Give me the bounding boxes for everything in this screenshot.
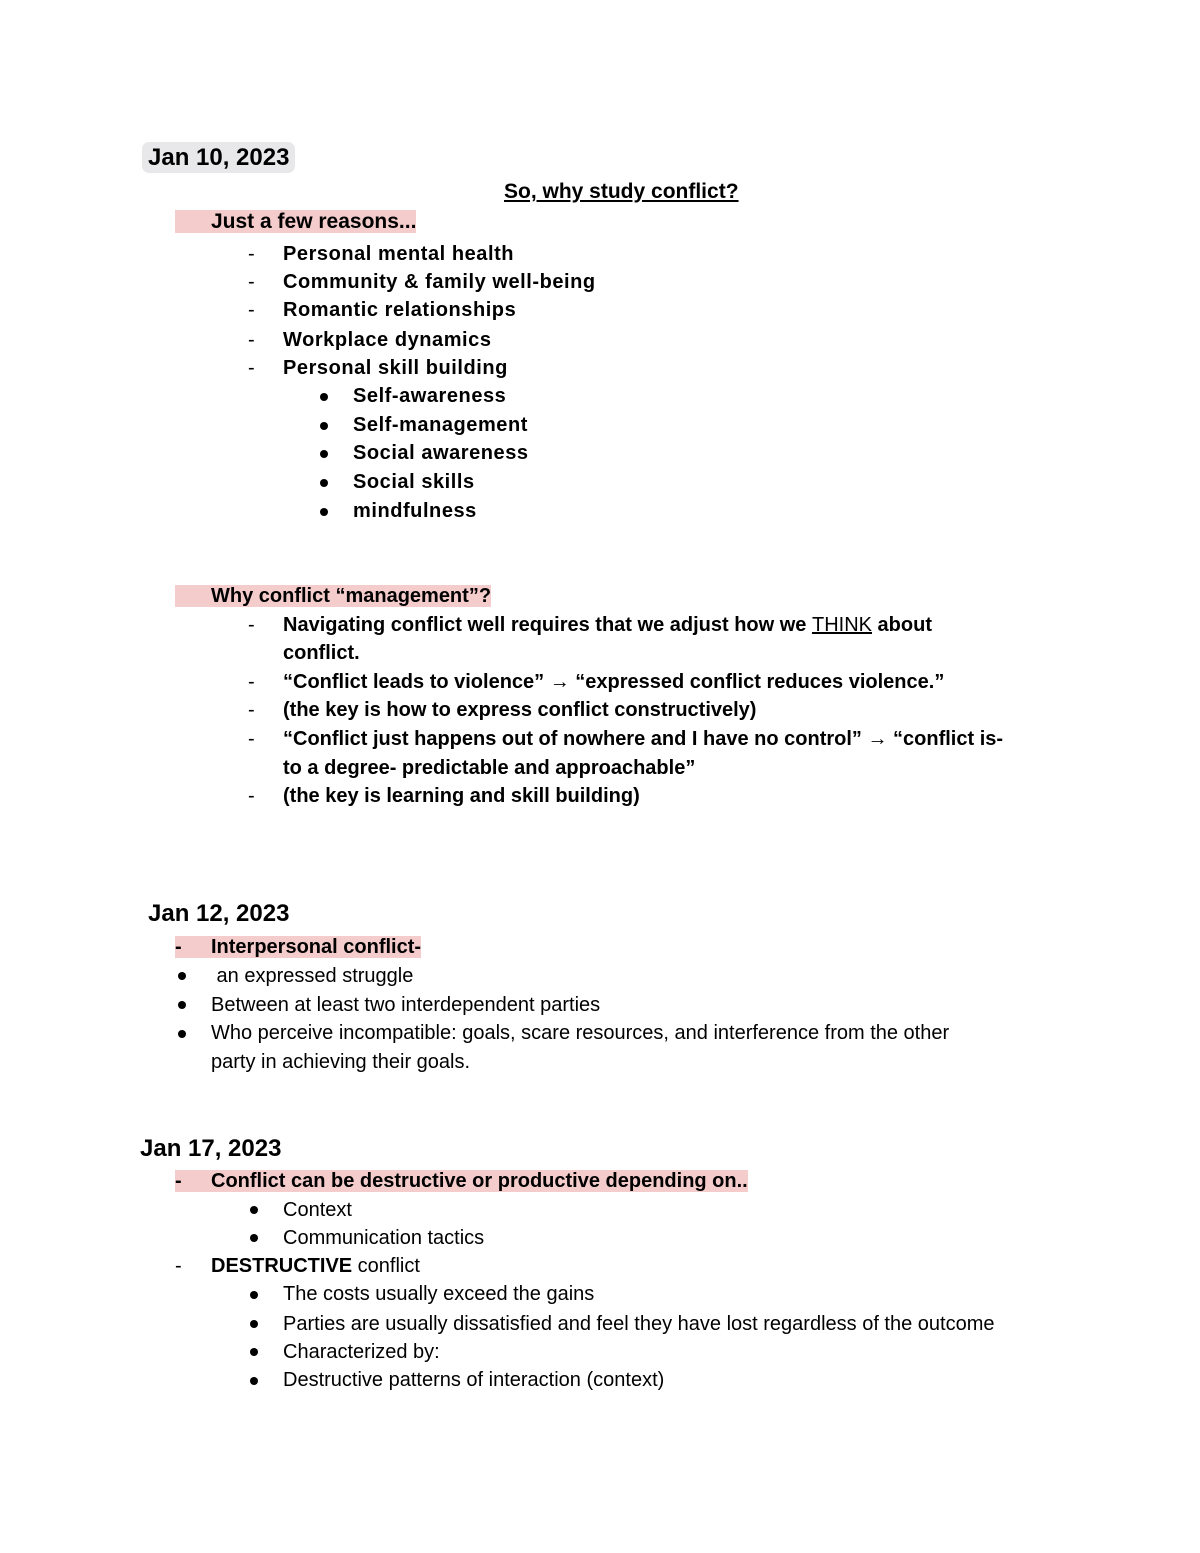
definition-point: Between at least two interdependent parties bbox=[211, 994, 601, 1016]
factor-item: Communication tactics bbox=[283, 1227, 485, 1249]
bullet-icon bbox=[320, 450, 328, 458]
bullet-icon bbox=[320, 422, 328, 430]
management-point: (the key is how to express conflict constructively) bbox=[283, 699, 757, 721]
date-heading-jan17: Jan 17, 2023 bbox=[140, 1135, 282, 1162]
dash-marker: - bbox=[248, 699, 255, 721]
bullet-icon bbox=[250, 1377, 258, 1385]
definition-point: Who perceive incompatible: goals, scare resources, and interference from the other bbox=[211, 1022, 950, 1044]
bullet-icon bbox=[250, 1206, 258, 1214]
date-chip: Jan 10, 2023 bbox=[142, 142, 295, 173]
bullet-icon bbox=[178, 1001, 186, 1009]
dash-marker: - bbox=[248, 671, 255, 693]
depending-heading: - Conflict can be destructive or productive depending on.. bbox=[175, 1170, 748, 1192]
bullet-icon bbox=[250, 1348, 258, 1356]
destructive-point: Destructive patterns of interaction (context) bbox=[283, 1369, 665, 1391]
dash-marker: - bbox=[175, 1255, 182, 1277]
dash-marker: - bbox=[248, 785, 255, 807]
think-emphasis: THINK bbox=[811, 614, 872, 636]
destructive-heading: DESTRUCTIVE conflict bbox=[211, 1255, 420, 1277]
bullet-icon bbox=[250, 1291, 258, 1299]
skill-item: Social awareness bbox=[353, 442, 529, 464]
dash-marker: - bbox=[248, 329, 255, 351]
management-point-cont: conflict. bbox=[283, 642, 360, 664]
date-heading-jan12: Jan 12, 2023 bbox=[148, 900, 290, 927]
bullet-icon bbox=[320, 508, 328, 516]
dash-marker: - bbox=[248, 299, 255, 321]
dash-marker: - bbox=[248, 728, 255, 750]
date-heading-jan10 bbox=[142, 142, 295, 174]
definition-point: an expressed struggle bbox=[211, 965, 414, 987]
bullet-icon bbox=[250, 1234, 258, 1242]
management-point: “Conflict leads to violence” → “expressed conflict reduces violence.” bbox=[283, 671, 945, 693]
dash-marker: - bbox=[248, 614, 255, 636]
reason-item: Romantic relationships bbox=[283, 299, 517, 321]
reason-item: Personal mental health bbox=[283, 243, 515, 265]
management-heading: Why conflict “management”? bbox=[175, 582, 491, 610]
skill-item: mindfulness bbox=[353, 500, 477, 522]
management-point-cont: to a degree- predictable and approachable” bbox=[283, 757, 696, 779]
reason-item: Workplace dynamics bbox=[283, 329, 492, 351]
section-title: So, why study conflict? bbox=[504, 180, 739, 203]
bullet-icon bbox=[178, 972, 186, 980]
management-point: “Conflict just happens out of nowhere and I have no control” → “conflict is- bbox=[283, 728, 1004, 750]
management-point: Navigating conflict well requires that we adjust how we THINK about bbox=[283, 614, 932, 636]
dash-marker: - bbox=[248, 271, 255, 293]
reasons-heading: Just a few reasons... bbox=[175, 208, 416, 236]
bullet-icon bbox=[250, 1320, 258, 1328]
destructive-point: Characterized by: bbox=[283, 1341, 440, 1363]
destructive-point: Parties are usually dissatisfied and feel they have lost regardless of the outcome bbox=[283, 1313, 995, 1335]
bullet-icon bbox=[320, 479, 328, 487]
reason-item: Personal skill building bbox=[283, 357, 508, 379]
skill-item: Self-management bbox=[353, 414, 528, 436]
factor-item: Context bbox=[283, 1199, 352, 1221]
bullet-icon bbox=[178, 1030, 186, 1038]
interpersonal-heading: - Interpersonal conflict- bbox=[175, 936, 422, 958]
dash-marker: - bbox=[248, 357, 255, 379]
skill-item: Social skills bbox=[353, 471, 475, 493]
management-point: (the key is learning and skill building) bbox=[283, 785, 640, 807]
dash-marker: - bbox=[248, 243, 255, 265]
destructive-point: The costs usually exceed the gains bbox=[283, 1283, 595, 1305]
definition-point-cont: party in achieving their goals. bbox=[211, 1051, 471, 1073]
bullet-icon bbox=[320, 393, 328, 401]
reason-item: Community & family well-being bbox=[283, 271, 596, 293]
skill-item: Self-awareness bbox=[353, 385, 507, 407]
